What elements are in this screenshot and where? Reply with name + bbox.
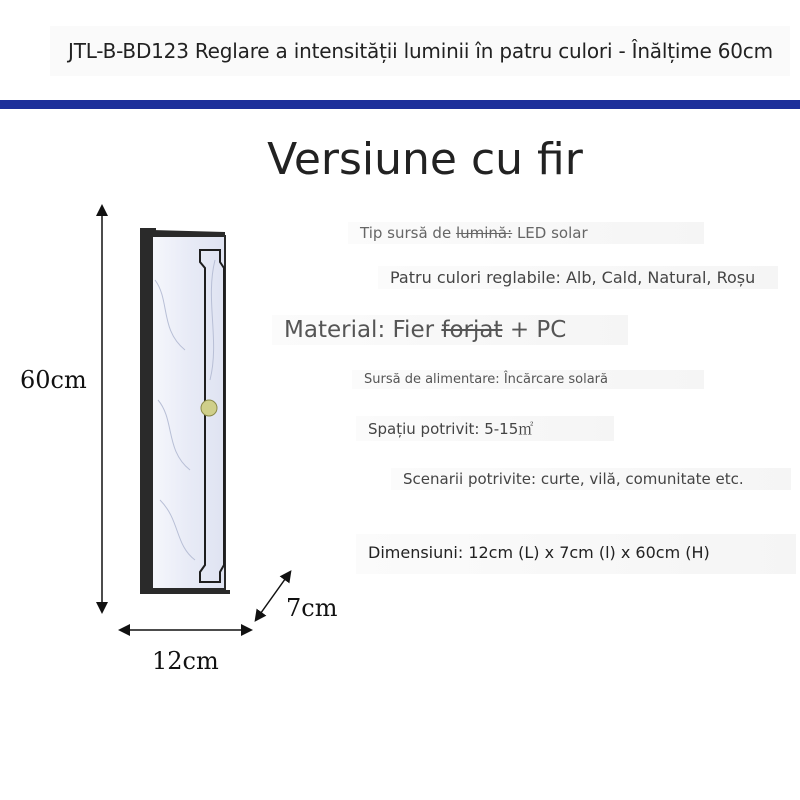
spec-source-prefix: Tip sursă de: [360, 224, 456, 242]
spec-source-value: LED solar: [512, 224, 588, 242]
spec-material: [272, 315, 628, 345]
depth-arrow: [258, 575, 288, 617]
spec-suitable-space: Spațiu potrivit: 5-15㎡: [356, 416, 614, 441]
spec-source-struck: lumină:: [455, 224, 513, 242]
spec-dimensions: Dimensiuni: 12cm (L) x 7cm (l) x 60cm (H): [356, 534, 796, 574]
section-heading: Versiune cu fir: [267, 134, 583, 185]
spec-source-type: [348, 222, 704, 244]
spec-material-suffix: + PC: [502, 317, 567, 343]
page-title: JTL-B-BD123 Reglare a intensității luminii în patru culori - Înălțime 60cm: [50, 26, 790, 76]
spec-material-struck: forjat: [441, 317, 503, 343]
width-label: 12cm: [152, 647, 219, 675]
spec-power-source: Sursă de alimentare: Încărcare solară: [352, 370, 704, 389]
spec-colors: Patru culori reglabile: Alb, Cald, Natural, Roșu: [378, 266, 778, 289]
lamp-emblem: [201, 400, 217, 416]
depth-label: 7cm: [286, 594, 338, 622]
height-label: 60cm: [20, 366, 87, 394]
spec-scenarios: Scenarii potrivite: curte, vilă, comunitate etc.: [391, 468, 791, 490]
spec-material-prefix: Material: Fier: [284, 317, 442, 343]
